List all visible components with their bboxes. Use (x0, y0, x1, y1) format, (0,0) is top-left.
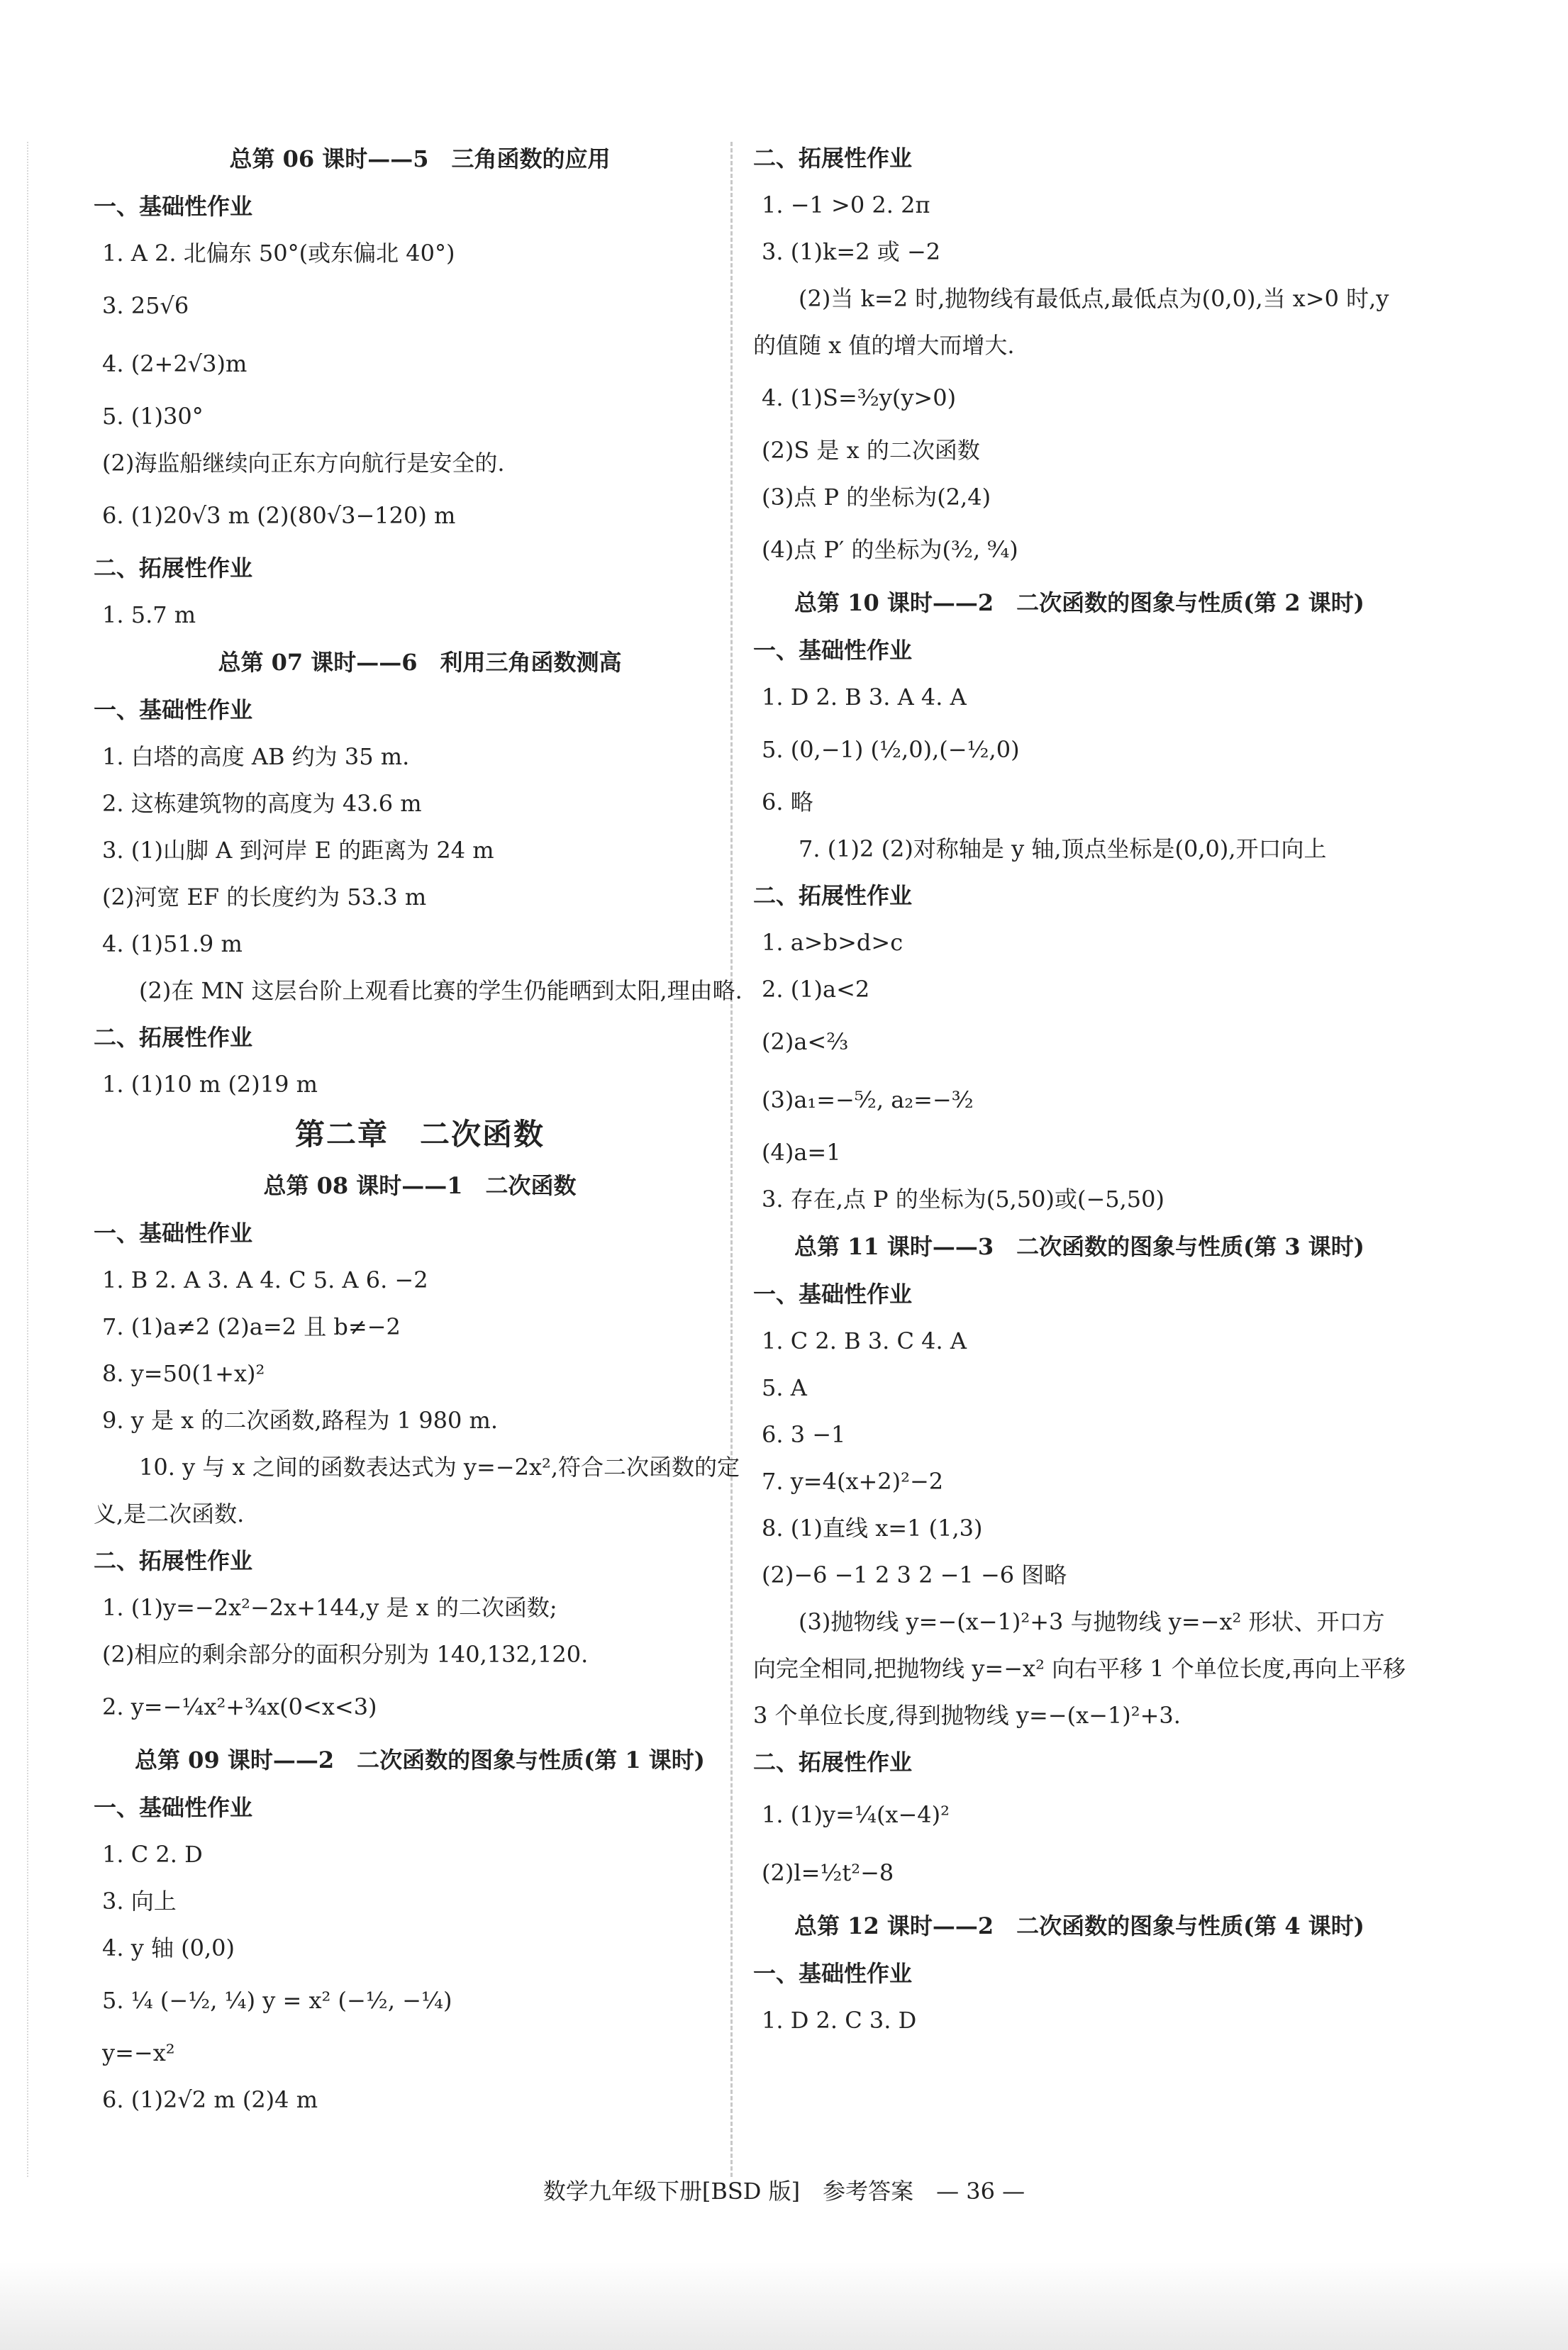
right-item-line: 1. D 2. B 3. A 4. A (762, 684, 967, 711)
left-item-line: 4. (1)51.9 m (102, 930, 243, 957)
left-column (94, 135, 746, 2123)
left-section-line: 二、拓展性作业 (94, 555, 253, 581)
right-item-line: 1. a>b>d>c (762, 929, 903, 956)
right-item-line: 1. (1)y=¼(x−4)² (762, 1801, 950, 1828)
left-item-line: 5. ¼ (−½, ¼) y = x² (−½, −¼) (102, 1987, 452, 2014)
right-item-line: 3. 存在,点 P 的坐标为(5,50)或(−5,50) (762, 1186, 1165, 1213)
right-item-line: 3. (1)k=2 或 −2 (762, 238, 941, 265)
left-item-line: 1. C 2. D (102, 1841, 203, 1868)
left-item-line: 1. 5.7 m (102, 601, 196, 628)
right-item-line: 1. C 2. B 3. C 4. A (762, 1327, 967, 1354)
right-item-line: (4)a=1 (762, 1139, 841, 1166)
right-item-line: (2)l=½t²−8 (762, 1859, 894, 1886)
left-section-line: 一、基础性作业 (94, 696, 253, 723)
right-title-line: 总第 10 课时——2 二次函数的图象与性质(第 2 课时) (794, 589, 1364, 616)
right-para-line: (2)当 k=2 时,抛物线有最低点,最低点为(0,0),当 x>0 时,y 的值随 x 值的增大而增大. (753, 285, 1389, 359)
left-item-line: 3. 25√6 (102, 292, 189, 319)
left-item-line: (2)海监船继续向正东方向航行是安全的. (102, 450, 505, 477)
right-item-line: 5. A (762, 1374, 807, 1401)
left-chapter-line: 第二章 二次函数 (294, 1117, 545, 1152)
right-title-line: 总第 11 课时——3 二次函数的图象与性质(第 3 课时) (794, 1233, 1364, 1260)
left-item-line: 6. (1)20√3 m (2)(80√3−120) m (102, 502, 456, 529)
left-item-line: 3. 向上 (102, 1888, 177, 1915)
left-item-line: 2. 这栋建筑物的高度为 43.6 m (102, 790, 422, 817)
page-footer: 数学九年级下册[BSD 版] 参考答案 — 36 — (543, 2178, 1025, 2205)
left-item-line: 1. A 2. 北偏东 50°(或东偏北 40°) (102, 240, 455, 267)
right-section-line: 二、拓展性作业 (753, 1749, 913, 1776)
right-section-line: 一、基础性作业 (753, 1281, 913, 1308)
left-para-line: (2)在 MN 这层台阶上观看比赛的学生仍能晒到太阳,理由略. (139, 977, 743, 1004)
left-item-line: 2. y=−¼x²+¾x(0<x<3) (102, 1693, 377, 1720)
left-item-line: (2)相应的剩余部分的面积分别为 140,132,120. (102, 1641, 589, 1668)
left-item-line: 1. B 2. A 3. A 4. C 5. A 6. −2 (102, 1266, 428, 1293)
left-section-line: 二、拓展性作业 (94, 1024, 253, 1051)
margin-dotted-line (27, 142, 28, 2177)
right-section-line: 二、拓展性作业 (753, 145, 913, 172)
right-item-line: 1. −1 >0 2. 2π (762, 191, 930, 218)
left-item-line: 3. (1)山脚 A 到河岸 E 的距离为 24 m (102, 837, 494, 864)
left-title-line: 总第 09 课时——2 二次函数的图象与性质(第 1 课时) (135, 1747, 705, 1773)
right-item-line: 2. (1)a<2 (762, 976, 870, 1003)
right-item-line: 6. 3 −1 (762, 1421, 846, 1448)
left-item-line: 5. (1)30° (102, 403, 204, 430)
left-item-line: y=−x² (102, 2039, 175, 2066)
right-section-line: 一、基础性作业 (753, 637, 913, 664)
left-para-line: 10. y 与 x 之间的函数表达式为 y=−2x²,符合二次函数的定义,是二次函数. (94, 1454, 740, 1527)
left-item-line: 8. y=50(1+x)² (102, 1360, 265, 1387)
right-item-line: (3)a₁=−⁵⁄₂, a₂=−³⁄₂ (762, 1086, 974, 1113)
right-para-line: (3)抛物线 y=−(x−1)²+3 与抛物线 y=−x² 形状、开口方向完全相同,把抛物线 y=−x² 向右平移 1 个单位长度,再向上平移 3 个单位长度,得到抛物线 y=−(x−1)²+3. (753, 1608, 1406, 1729)
right-item-line: 1. D 2. C 3. D (762, 2007, 917, 2034)
right-column (753, 135, 1406, 2044)
right-item-line: 8. (1)直线 x=1 (1,3) (762, 1515, 983, 1542)
left-title-line: 总第 07 课时——6 利用三角函数测高 (218, 649, 622, 676)
right-title-line: 总第 12 课时——2 二次函数的图象与性质(第 4 课时) (794, 1912, 1364, 1939)
right-item-line: (3)点 P 的坐标为(2,4) (762, 484, 991, 511)
left-item-line: 1. (1)10 m (2)19 m (102, 1071, 318, 1098)
left-item-line: 1. (1)y=−2x²−2x+144,y 是 x 的二次函数; (102, 1594, 557, 1621)
right-para-line: 7. (1)2 (2)对称轴是 y 轴,顶点坐标是(0,0),开口向上 (799, 835, 1327, 862)
left-title-line: 总第 06 课时——5 三角函数的应用 (229, 145, 611, 172)
right-item-line: (2)a<⅔ (762, 1028, 849, 1055)
left-item-line: 1. 白塔的高度 AB 约为 35 m. (102, 743, 410, 770)
left-item-line: 7. (1)a≠2 (2)a=2 且 b≠−2 (102, 1313, 401, 1340)
right-item-line: 4. (1)S=³⁄₂y(y>0) (762, 384, 957, 411)
page-bottom-shadow (0, 2262, 1568, 2350)
left-section-line: 一、基础性作业 (94, 1220, 253, 1247)
left-item-line: (2)河宽 EF 的长度约为 53.3 m (102, 884, 427, 911)
left-section-line: 一、基础性作业 (94, 1794, 253, 1821)
right-item-line: (2)S 是 x 的二次函数 (762, 437, 980, 464)
right-item-line: (2)−6 −1 2 3 2 −1 −6 图略 (762, 1561, 1067, 1588)
left-item-line: 9. y 是 x 的二次函数,路程为 1 980 m. (102, 1407, 498, 1434)
right-section-line: 一、基础性作业 (753, 1960, 913, 1987)
left-item-line: 4. y 轴 (0,0) (102, 1934, 235, 1961)
right-item-line: 6. 略 (762, 789, 813, 815)
right-item-line: 7. y=4(x+2)²−2 (762, 1468, 944, 1495)
left-title-line: 总第 08 课时——1 二次函数 (263, 1172, 577, 1199)
left-section-line: 一、基础性作业 (94, 193, 253, 220)
right-item-line: 5. (0,−1) (½,0),(−½,0) (762, 736, 1020, 763)
right-item-line: (4)点 P′ 的坐标为(³⁄₂, ⁹⁄₄) (762, 536, 1018, 563)
left-section-line: 二、拓展性作业 (94, 1547, 253, 1574)
left-item-line: 6. (1)2√2 m (2)4 m (102, 2086, 318, 2113)
right-section-line: 二、拓展性作业 (753, 882, 913, 909)
left-item-line: 4. (2+2√3)m (102, 350, 248, 377)
